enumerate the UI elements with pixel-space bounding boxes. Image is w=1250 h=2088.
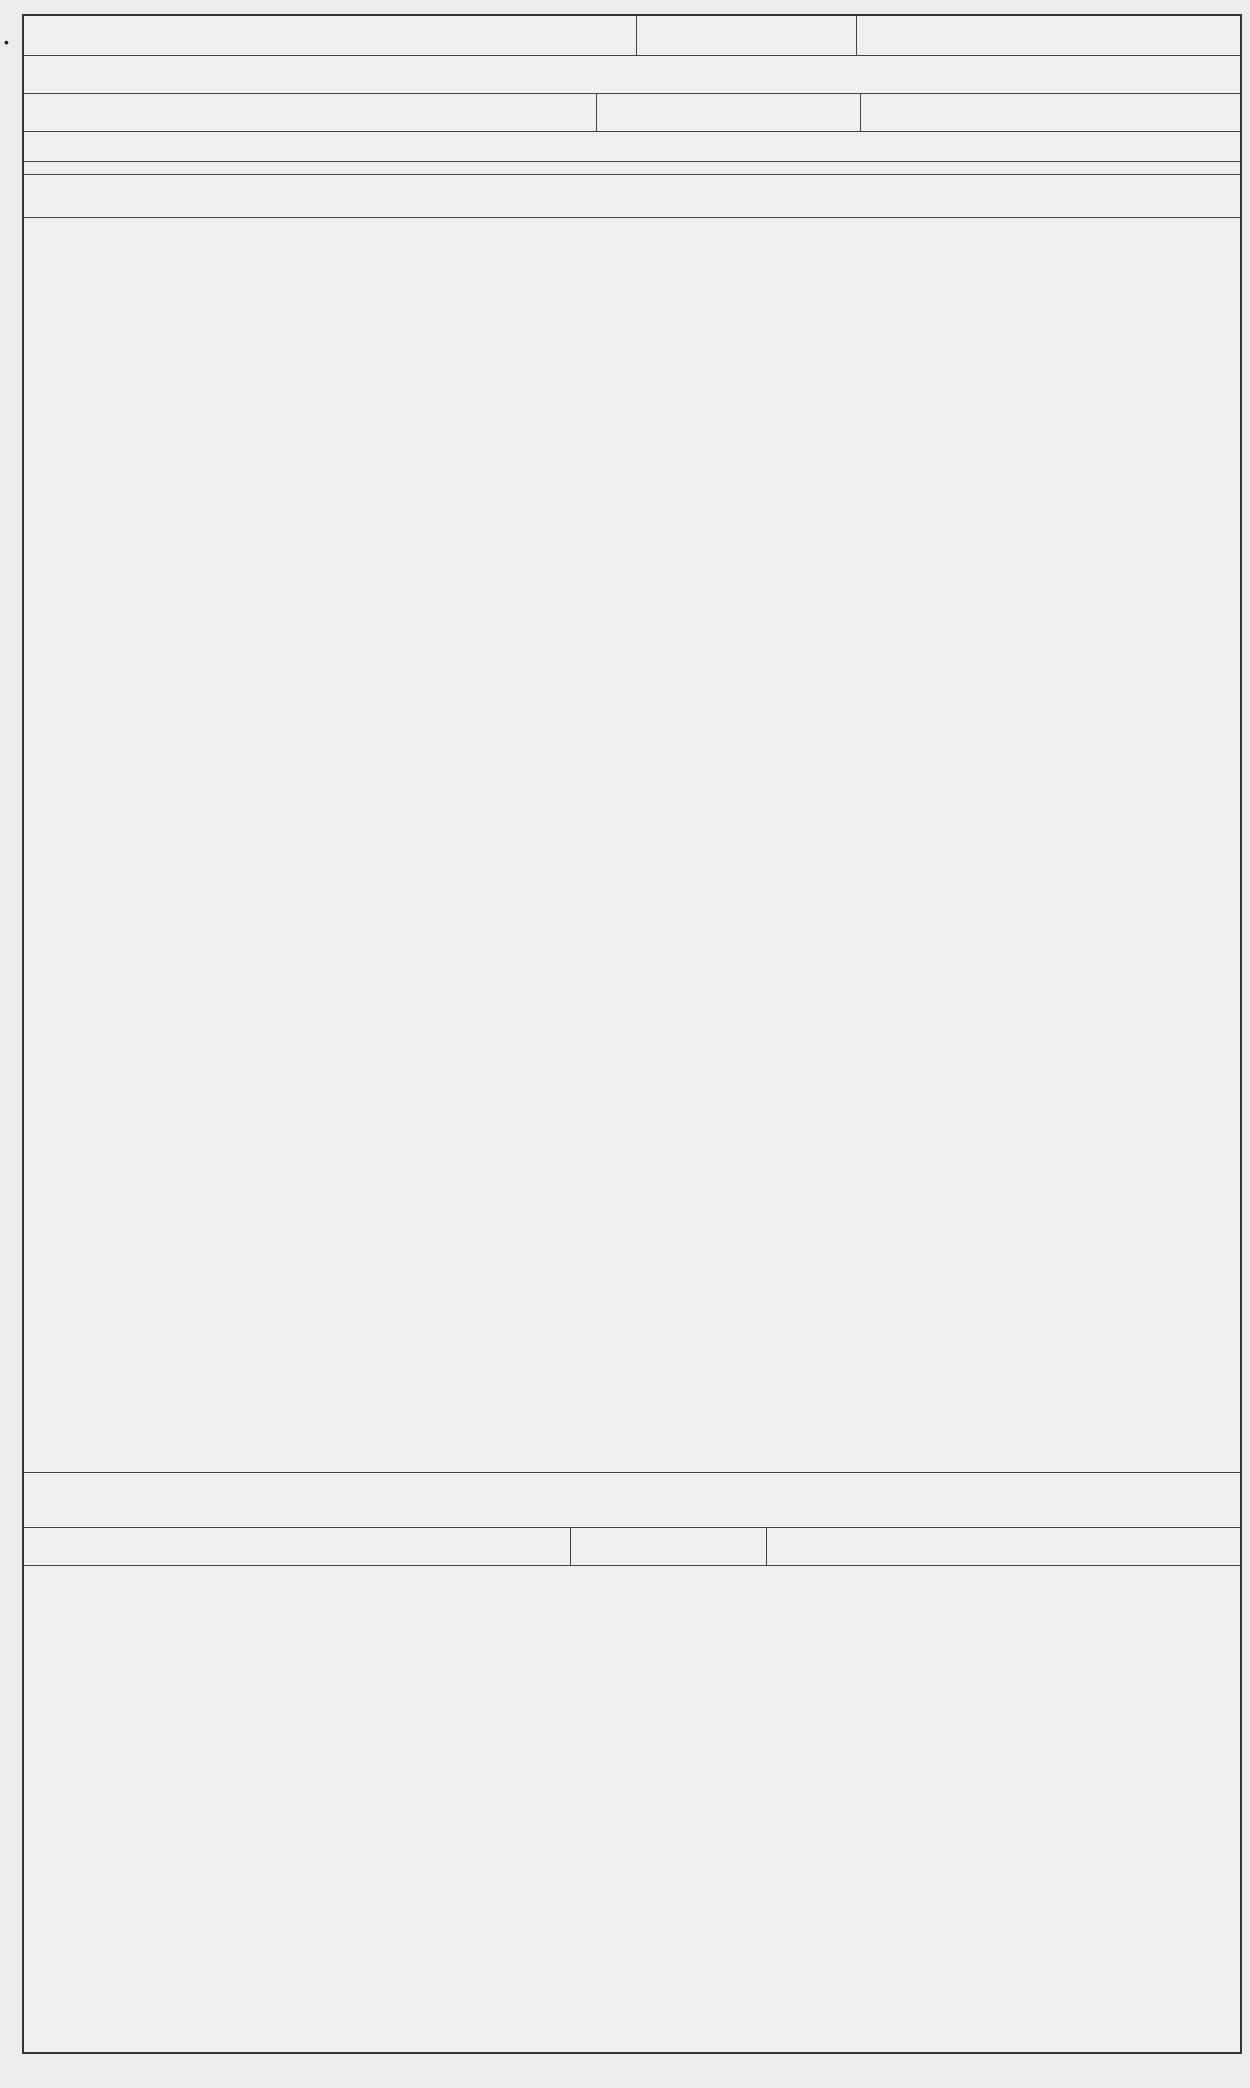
type-ur xyxy=(754,94,854,131)
section2-marks xyxy=(570,1528,766,1565)
section1-title xyxy=(24,175,1240,217)
time-allowed-ur xyxy=(354,94,584,131)
section2-title xyxy=(24,1473,1240,1527)
section2-note-en xyxy=(30,1528,570,1565)
paper-title-urdu xyxy=(24,16,636,55)
roll-no-label xyxy=(856,16,1240,55)
section2-note-row xyxy=(24,1528,1240,1566)
header-row-note xyxy=(24,132,1240,162)
question-paper xyxy=(22,14,1242,2054)
margin-dot: • xyxy=(4,34,9,50)
note-ur xyxy=(840,132,1240,161)
header-row-time xyxy=(24,94,1240,132)
time-allowed-en xyxy=(30,94,330,131)
max-marks-en xyxy=(860,94,1110,131)
max-marks-ur xyxy=(1110,94,1240,131)
section2-title-row xyxy=(24,1472,1240,1528)
subject-english xyxy=(30,56,630,93)
year-label xyxy=(636,16,856,55)
subject-urdu xyxy=(640,56,1240,93)
section2-note-ur xyxy=(766,1528,1240,1565)
header-row-subject xyxy=(24,56,1240,94)
type-en xyxy=(596,94,756,131)
note-en xyxy=(30,132,830,161)
footer xyxy=(1222,2039,1230,2056)
section1-title-row xyxy=(24,174,1240,218)
header-row-title xyxy=(24,16,1240,56)
